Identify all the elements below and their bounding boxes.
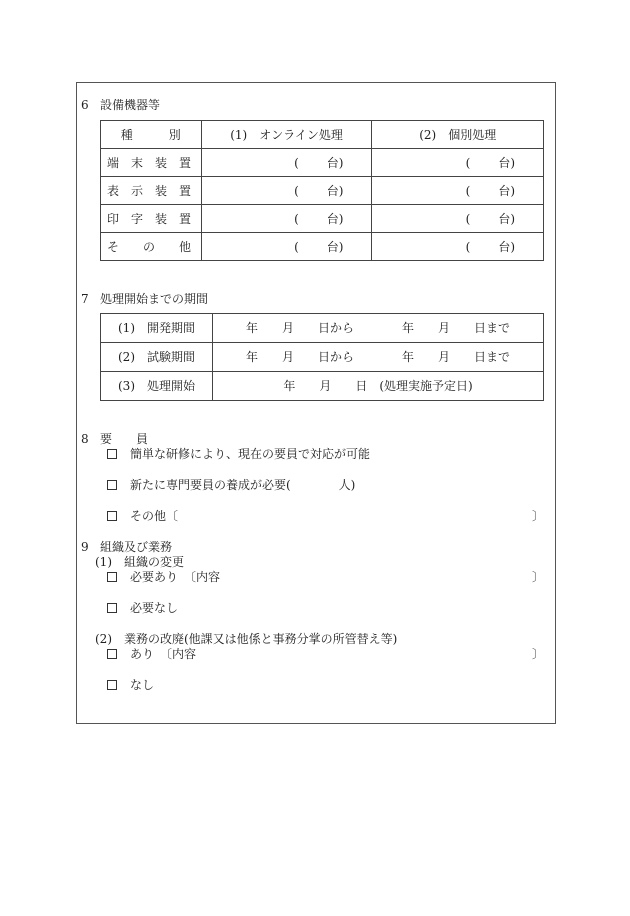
row-label: (1) 開発期間 (101, 314, 213, 343)
header-individual: (2) 個別処理 (372, 121, 544, 149)
unit-label: 台) (498, 211, 515, 226)
test-period-field[interactable]: 年 月 日から 年 月 日まで (213, 343, 544, 372)
header-online: (1) オンライン処理 (201, 121, 372, 149)
row-label: 表 示 装 置 (101, 177, 202, 205)
option-other: その他〔 (130, 509, 179, 523)
row-label: (3) 処理開始 (101, 372, 213, 401)
section-8-title: 要 員 (100, 432, 149, 446)
online-count-field[interactable] (201, 149, 372, 177)
individual-count-field[interactable] (372, 205, 544, 233)
unit-label: 台) (498, 239, 515, 254)
equipment-table (100, 120, 544, 261)
online-count-field[interactable] (201, 233, 372, 261)
table-row (101, 343, 544, 372)
table-row (101, 372, 544, 401)
checkbox-other[interactable] (107, 511, 117, 521)
open-paren: ( (465, 211, 471, 226)
table-row (101, 205, 544, 233)
row-label: 印 字 装 置 (101, 205, 202, 233)
close-bracket: 〕 (532, 647, 545, 661)
unit-label: 台) (498, 155, 515, 170)
checkbox-org-change-yes[interactable] (107, 572, 117, 582)
row-label: そ の 他 (101, 233, 202, 261)
individual-count-field[interactable] (372, 233, 544, 261)
header-type: 種 別 (101, 121, 202, 149)
option-org-change-no: 必要なし (130, 601, 179, 615)
development-period-field[interactable]: 年 月 日から 年 月 日まで (213, 314, 544, 343)
open-paren: ( (294, 155, 299, 170)
open-paren: ( (294, 239, 299, 254)
table-row (101, 149, 544, 177)
option-training: 簡単な研修により、現在の要員で対応が可能 (130, 447, 371, 461)
section-7-title: 処理開始までの期間 (100, 292, 209, 306)
open-paren: ( (465, 155, 471, 170)
option-org-change-yes: 必要あり 〔内容 (130, 570, 221, 584)
unit-label: 台) (326, 239, 344, 254)
close-bracket: 〕 (532, 509, 545, 523)
open-paren: ( (294, 211, 299, 226)
table-header-row (101, 121, 544, 149)
checkbox-training[interactable] (107, 449, 117, 459)
open-paren: ( (465, 239, 471, 254)
section-6-title: 設備機器等 (100, 98, 161, 112)
subsection-org-change: (1) 組織の変更 (95, 555, 184, 569)
section-8-number: 8 (81, 432, 89, 446)
online-count-field[interactable] (201, 205, 372, 233)
table-row (101, 314, 544, 343)
individual-count-field[interactable] (372, 149, 544, 177)
processing-start-field[interactable]: 年 月 日 (処理実施予定日) (213, 372, 544, 401)
unit-label: 台) (326, 211, 344, 226)
period-table (100, 313, 544, 401)
section-9-title: 組織及び業務 (100, 540, 173, 554)
option-business-change-yes: あり 〔内容 (130, 647, 197, 661)
table-row (101, 177, 544, 205)
section-7-number: 7 (81, 292, 89, 306)
checkbox-business-change-no[interactable] (107, 680, 117, 690)
individual-count-field[interactable] (372, 177, 544, 205)
row-label: 端 末 装 置 (101, 149, 202, 177)
checkbox-business-change-yes[interactable] (107, 649, 117, 659)
unit-label: 台) (498, 183, 515, 198)
row-label: (2) 試験期間 (101, 343, 213, 372)
unit-label: 台) (326, 155, 344, 170)
online-count-field[interactable] (201, 177, 372, 205)
unit-label: 台) (326, 183, 344, 198)
checkbox-org-change-no[interactable] (107, 603, 117, 613)
subsection-business-change: (2) 業務の改廃(他課又は他係と事務分掌の所管替え等) (95, 632, 398, 646)
option-new-staff: 新たに専門要員の養成が必要( 人) (130, 478, 356, 492)
option-business-change-no: なし (130, 678, 155, 692)
close-bracket: 〕 (532, 570, 545, 584)
section-6-number: 6 (81, 98, 89, 112)
section-9-number: 9 (81, 540, 89, 554)
open-paren: ( (465, 183, 471, 198)
table-row (101, 233, 544, 261)
checkbox-new-staff[interactable] (107, 480, 117, 490)
open-paren: ( (294, 183, 299, 198)
